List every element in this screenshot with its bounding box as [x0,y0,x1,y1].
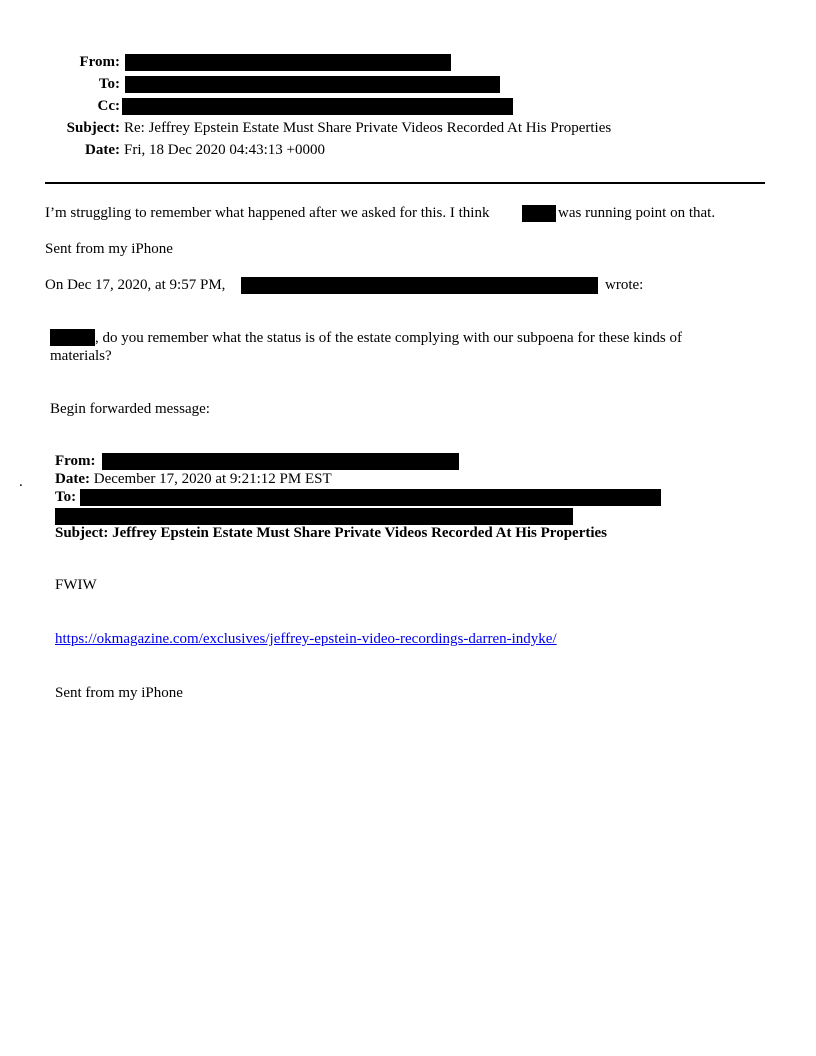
fwd-signature: Sent from my iPhone [55,685,183,701]
subject-value: Re: Jeffrey Epstein Estate Must Share Private Videos Recorded At His Properties [124,120,612,136]
quote-intro-after: wrote: [605,277,644,293]
reply-name-redaction [522,205,556,222]
fwd-link-wrap [55,631,557,648]
fwd-from-label: From: [55,453,96,469]
fwd-date-line [55,471,332,488]
from-label: From: [79,54,120,70]
fwd-to-redaction [80,489,661,506]
fwd-subject-line [55,525,607,542]
date-value: Fri, 18 Dec 2020 04:43:13 +0000 [124,142,325,158]
quote-intro-before: On Dec 17, 2020, at 9:57 PM, [45,277,226,293]
reply-line-after: was running point on that. [558,205,716,221]
quote-sender-redaction [241,277,598,294]
subject-label: Subject: [66,120,120,136]
quoted-question: , do you remember what the status is of the estate complying with our subpoena for these kinds of materials? [50,330,682,364]
fwd-subject-value: Jeffrey Epstein Estate Must Share Private Videos Recorded At His Properties [112,525,608,541]
article-link[interactable]: https://okmagazine.com/exclusives/jeffrey-epstein-video-recordings-darren-indyke/ [55,631,557,647]
from-redaction [125,54,451,71]
reply-signature: Sent from my iPhone [45,241,173,257]
to-label: To: [98,76,120,92]
fwd-from-redaction [102,453,459,470]
fwd-subject-label: Subject: [55,525,109,541]
forward-intro: Begin forwarded message: [50,401,210,417]
cc-redaction [122,98,513,115]
fwd-to-redaction-2 [55,508,573,525]
fwd-body-text: FWIW [55,577,97,593]
stray-mark: . [19,474,23,490]
to-redaction [125,76,500,93]
fwd-to-label: To: [55,489,77,505]
fwd-date-value: December 17, 2020 at 9:21:12 PM EST [93,471,332,487]
fwd-date-label: Date: [55,471,90,487]
date-label: Date: [85,142,120,158]
cc-label: Cc: [97,98,120,114]
reply-line-before: I’m struggling to remember what happened after we asked for this. I think [45,205,490,221]
header-divider [45,182,765,184]
